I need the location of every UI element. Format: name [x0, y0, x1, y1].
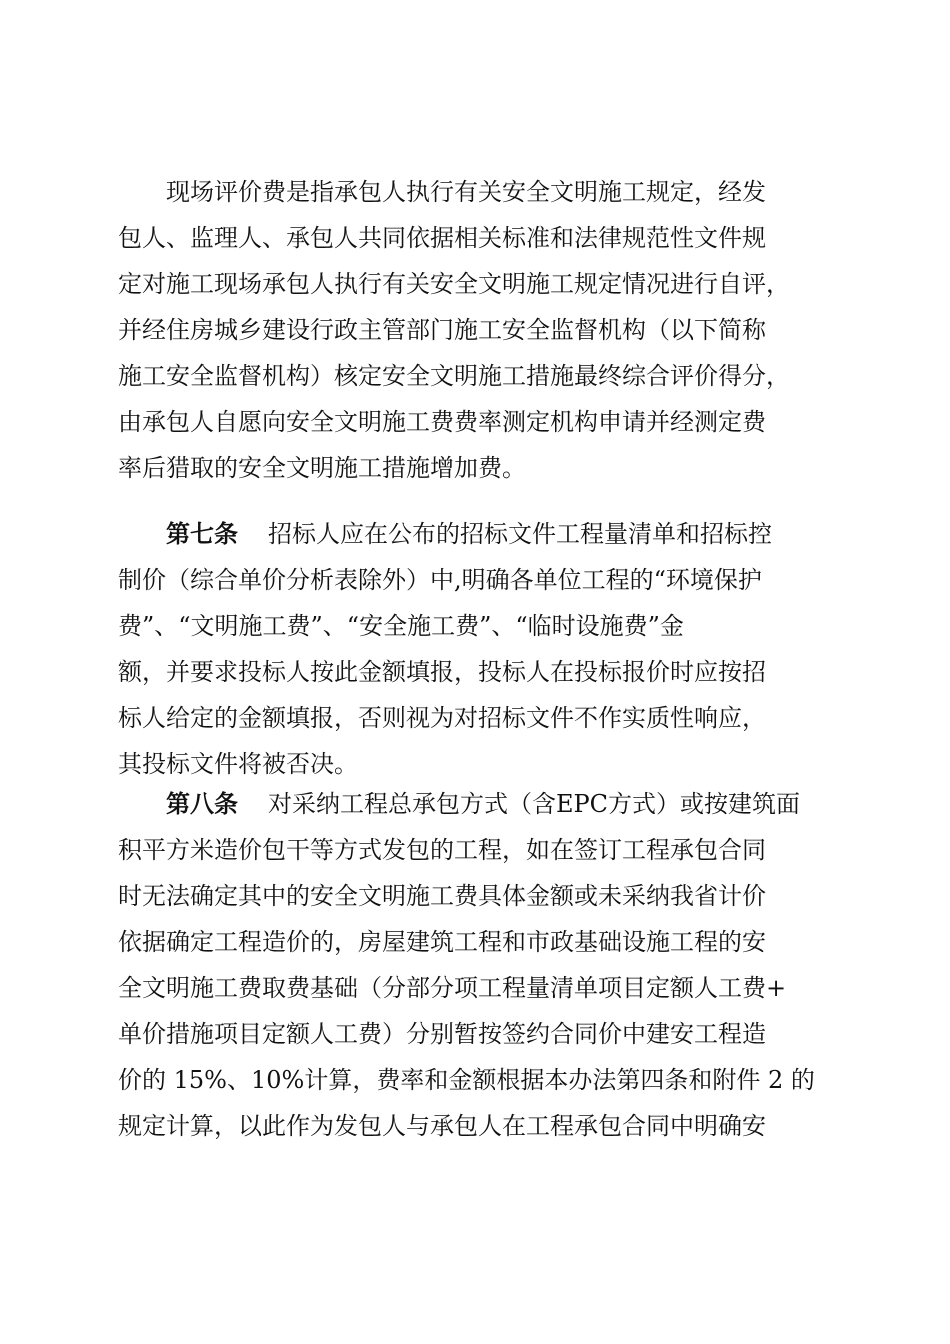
article-8-line-5: 全文明施工费取费基础（分部分项工程量清单项目定额人工费+: [118, 974, 787, 1002]
article-7-line-1: 招标人应在公布的招标文件工程量清单和招标控: [268, 520, 772, 548]
article-8-line-7: 价的 15%、10%计算，费率和金额根据本办法第四条和附件 2 的: [118, 1066, 815, 1094]
paragraph-1-line-7: 率后猎取的安全文明施工措施增加费。: [118, 454, 526, 482]
paragraph-1-line-2: 包人、监理人、承包人共同依据相关标准和法律规范性文件规: [118, 224, 766, 252]
article-8-line-8: 规定计算，以此作为发包人与承包人在工程承包合同中明确安: [118, 1112, 766, 1140]
article-8-heading: 第八条: [166, 789, 238, 818]
article-8-line-2: 积平方米造价包干等方式发包的工程，如在签订工程承包合同: [118, 836, 766, 864]
article-8-line-6: 单价措施项目定额人工费）分别暂按签约合同价中建安工程造: [118, 1020, 766, 1048]
article-7-line-3: 费”、“文明施工费”、“安全施工费”、“临时设施费”金: [118, 612, 684, 640]
paragraph-1-line-4: 并经住房城乡建设行政主管部门施工安全监督机构（以下简称: [118, 316, 766, 344]
article-8-line-1: 对采纳工程总承包方式（含EPC方式）或按建筑面: [268, 790, 801, 818]
article-7-line-6: 其投标文件将被否决。: [118, 750, 358, 778]
paragraph-1-line-3: 定对施工现场承包人执行有关安全文明施工规定情况进行自评，: [118, 270, 790, 298]
article-7-line-2: 制价（综合单价分析表除外）中,明确各单位工程的“环境保护: [118, 566, 762, 594]
article-7-heading: 第七条: [166, 519, 238, 548]
article-8-line-4: 依据确定工程造价的，房屋建筑工程和市政基础设施工程的安: [118, 928, 766, 956]
paragraph-1-line-1: 现场评价费是指承包人执行有关安全文明施工规定，经发: [166, 178, 766, 206]
article-8-line-3: 时无法确定其中的安全文明施工费具体金额或未采纳我省计价: [118, 882, 766, 910]
article-7-line-5: 标人给定的金额填报，否则视为对招标文件不作实质性响应，: [118, 704, 766, 732]
article-7-line-4: 额，并要求投标人按此金额填报，投标人在投标报价时应按招: [118, 658, 766, 686]
paragraph-1-line-5: 施工安全监督机构）核定安全文明施工措施最终综合评价得分，: [118, 362, 790, 390]
paragraph-1-line-6: 由承包人自愿向安全文明施工费费率测定机构申请并经测定费: [118, 408, 766, 436]
